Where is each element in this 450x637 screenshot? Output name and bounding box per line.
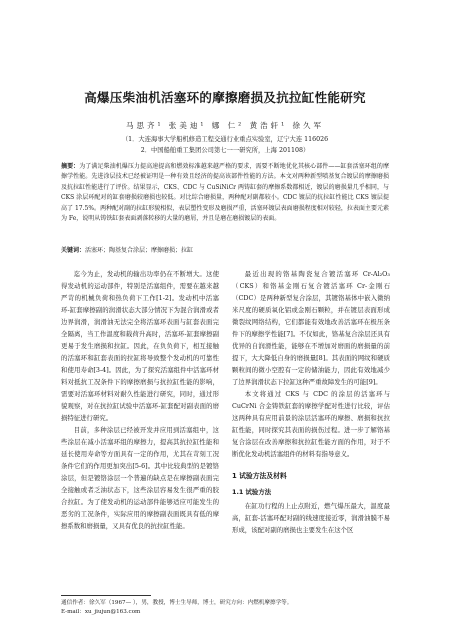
body-paragraph: 目前，多种涂层已经被开发并应用到活塞组中，这些涂层在减小活塞环组的摩擦力，提高其抗拉缸性能和延长使用寿命等方面具有一定的作用，尤其在苛刻工况条件它们的作用更加突出[5-6]。其中比较典型的是镀铬涂层，但是镀铬涂层一个普遍的缺点是在摩擦副表面完全接触或者乏油状态下，这些涂层容易发生很严重的胶合拉缸。为了使发动机的运动部件能够适应可能发生的恶劣的工况条件，实际应用的摩擦副表面既具有低的摩擦系数和磨损量，又具有优良的抗拉缸性能。 bbox=[61, 426, 219, 530]
keywords bbox=[61, 246, 389, 256]
footnote-email: E-mail：xu_jiujun@163.com bbox=[61, 609, 141, 615]
section-heading: 1 试验方法及材料 bbox=[232, 472, 287, 480]
body-paragraph: 迄今为止，发动机的输出功率仍在不断增大。这使得发动机的运动部件，特别是活塞组件，需要在越来越严苛的机械负荷和热负荷下工作[1-2]。发动机中活塞环-缸套摩擦副的润滑状态大部分情况下为混合润滑或者边界润滑，润滑油无法完全将活塞环表面与缸套表面完全隔离，当工作温度和载荷升高时，活塞环-缸套摩擦副更易于发生磨损和拉缸。因此，在负负荷下，相互接触的活塞环和缸套表面的拉缸将导致整个发动机的可靠性和使用寿命[3-4]。因此，为了探究活塞组件中活塞环材料对抵抗工况条件下的摩擦磨损与抗拉缸性能的影响，需要对活塞环材料对耐久性能进行研究，同时，通过形貌观察，对在抗拉缸试验中活塞环-缸套配对副表面的磨损特征进行研究。 bbox=[61, 270, 219, 422]
footnote-rule bbox=[61, 595, 151, 596]
footnote-author: 通信作者：徐久军（1967— ），男，教授，博士生导师，博士，研究方向：内燃机摩擦学等。 bbox=[61, 600, 293, 606]
author-list: 马思齐¹ 张美迪¹ 娜 仁² 黄浩轩¹ 徐久军 bbox=[126, 121, 324, 130]
affiliation-1: （1．大连海事大学船机修造工程交通行业重点实验室，辽宁大连 116026 bbox=[121, 136, 329, 143]
abstract bbox=[61, 162, 389, 224]
body-paragraph: 最近出现的铬基陶瓷复合镀活塞环 Cr-Al₂O₃（CKS）和铬基金刚石复合镀活塞环 Cr-金刚石（CDC）是两种新型复合涂层，其镀铬基体中嵌入微纳米尺度的硬质氧化铝或金刚石颗粒，并在镀层表面形成微裂纹网络结构，它们都能有效地改善活塞环在极压条件下的摩擦学性能[7]。不仅如此，铬基复合涂层还具有优异的自润滑性能，能够在不增加对磨面的磨损量的前提下，大大降低自身的磨损量[8]。其表面的网纹和硬质颗粒间的微小空腔有一定的储油能力，因此有效地减少了边界润滑状态下拉缸这种严重故障发生的可能[9]。 bbox=[232, 270, 390, 386]
body-paragraph: 在缸功行程的上止点附近，燃气爆压最大，温度最高，缸套-活塞环配对副的线速度接近零，润滑油膜不易形成，该配对副的磨损也主要发生在这个区 bbox=[232, 502, 390, 534]
body-paragraph: 本文将通过 CKS 与 CDC 的涂层的活塞环与 CuCrNi 合金铸铁缸套的摩擦学配对性进行比较，评估这两种具有应用前景的涂层活塞环的摩擦、磨损和抗拉缸性能，同时探究其表面的损伤过程。进一步了解铬基复合涂层在改善摩擦和抗拉缸性能方面的作用，对于不断优化发动机活塞组件的材料有指导意义。 bbox=[232, 390, 390, 458]
right-column bbox=[232, 268, 390, 536]
abstract-label: 摘要： bbox=[61, 163, 80, 170]
abstract-text: 为了满足柴油机爆压力提高速提高和燃效标准越来越严格的要求，需要不断地优化其核心部件——缸套活塞环组的摩擦学性能。先进涂层技术已经被证明是一种有效且经济的提高该部件性能的方法。本文对两种新型喷基复合镀层的摩擦磨损及抗拉缸性能进行了评价。结果显示，CKS、CDC 与 CuSiNiCr 两铸缸套的摩擦系数都相近，镀层的磨损量几乎相同，与 CKS 涂层环配对的缸套磨损较磨损也较低。对比综合磨损量，两种配对副都较小。CDC 镀层的抗拉缸性能比 CKS 镀层提高了 17.5%。两种配对副的拉缸形貌相似，表层塑性变形及磨损严重，活塞环镀层表面磨损程度相对较轻，拉表面主要元素为 Fe，说明从铸铁缸套表面剥落转移的大量的磨屑，并且是磨在磨损镀层的表面。 bbox=[61, 163, 389, 223]
paper-title: 高爆压柴油机活塞环的摩擦磨损及抗拉缸性能研究 bbox=[84, 90, 366, 105]
keywords-label: 关键词： bbox=[61, 247, 86, 254]
affiliation-2: 2．中国船舶重工集团公司第七一一研究所，上海 201108） bbox=[140, 147, 310, 154]
left-column bbox=[61, 268, 219, 532]
subsection-heading: 1.1 试验方法 bbox=[232, 488, 272, 496]
keywords-text: 活塞环；陶基复合涂层；摩擦磨损；拉缸 bbox=[85, 247, 194, 254]
